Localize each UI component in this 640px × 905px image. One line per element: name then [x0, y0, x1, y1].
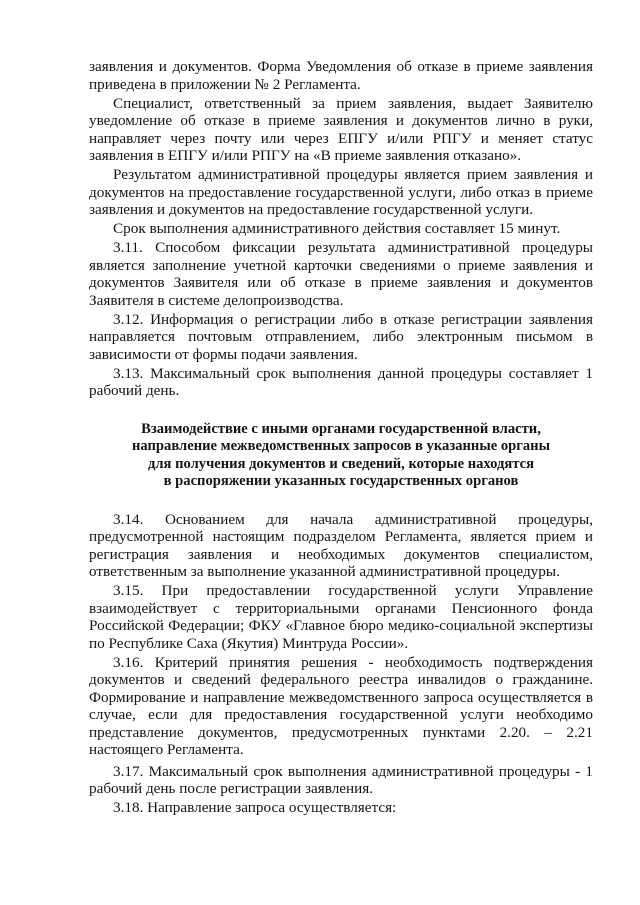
paragraph-rejection-form: заявления и документов. Форма Уведомления об отказе в приеме заявления приведена в приложении № 2 Регламента.: [89, 58, 593, 93]
paragraph-3-17: 3.17. Максимальный срок выполнения административной процедуры - 1 рабочий день после регистрации заявления.: [89, 762, 593, 797]
paragraph-3-11: 3.11. Способом фиксации результата административной процедуры является заполнение учетной карточки сведениями о приеме заявления и документов Заявителя или об отказе в приеме заявления и документов Заявителя в системе делопроизводства.: [89, 239, 593, 309]
section-heading-line: направление межведомственных запросов в указанные органы: [132, 438, 550, 454]
section-heading-line: для получения документов и сведений, которые находятся: [147, 455, 535, 472]
section-heading: [89, 421, 593, 491]
paragraph-procedure-result: Результатом административной процедуры является прием заявления и документов на предоставление государственной услуги, либо отказ в приеме заявления и документов на предоставление государственной услуги.: [89, 166, 593, 218]
paragraph-3-16: 3.16. Критерий принятия решения - необходимость подтверждения документов и сведений федерального реестра инвалидов о гражданине. Формирование и направление межведомственного запроса осуществляется в случае, если для предоставления государственной услуги необходимо представление документов, предусмотренных пунктами 2.20. – 2.21 настоящего Регламента.: [89, 653, 593, 758]
section-heading-line: Взаимодействие с иными органами государственной власти,: [141, 420, 541, 437]
paragraph-action-duration: Срок выполнения административного действия составляет 15 минут.: [113, 220, 561, 237]
document-page: [89, 58, 593, 818]
paragraph-3-18: 3.18. Направление запроса осуществляется:: [113, 799, 397, 816]
paragraph-3-12: 3.12. Информация о регистрации либо в отказе регистрации заявления направляется почтовым отправлением, либо электронным письмом в зависимости от формы подачи заявления.: [89, 310, 593, 363]
section-heading-line: в распоряжении указанных государственных органов: [163, 473, 519, 489]
paragraph-3-15: 3.15. При предоставлении государственной услуги Управление взаимодействует с территориальными органами Пенсионного фонда Российской Федерации; ФКУ «Главное бюро медико-социальной экспертизы по Республике Саха (Якутия) Минтруда России».: [89, 582, 593, 652]
paragraph-3-13: 3.13. Максимальный срок выполнения данной процедуры составляет 1 рабочий день.: [89, 364, 593, 399]
paragraph-specialist-notice: Специалист, ответственный за прием заявления, выдает Заявителю уведомление об отказе в приеме заявления и документов лично в руки, направляет через почту или через ЕПГУ и/или РПГУ и меняет статус заявления в ЕПГУ и/или РПГУ на «В приеме заявления отказано».: [89, 94, 593, 164]
paragraph-3-14: 3.14. Основанием для начала административной процедуры, предусмотренной настоящим подразделом Регламента, является прием и регистрация заявления и необходимых документов специалистом, ответственным за выполнение указанной административной процедуры.: [89, 510, 593, 580]
